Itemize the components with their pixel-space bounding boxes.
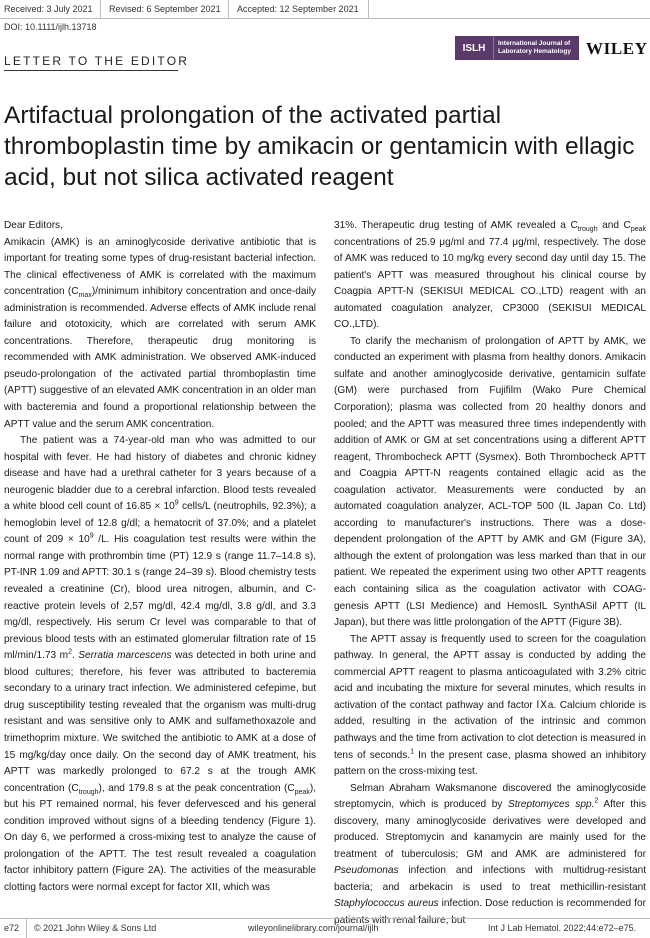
article-title: Artifactual prolongation of the activated partial thromboplastin time by amikacin or gentamicin with ellagic acid, but not silica activated reagent <box>4 102 635 191</box>
publisher-logo[interactable]: WILEY <box>586 39 648 58</box>
footer-bar <box>0 918 650 938</box>
paragraph: The APTT assay is frequently used to screen for the coagulation pathway. In general, the APTT assay is conducted by adding the commercial APTT reagent to plasma anticoagulated with 3.2% citric acid and incubating the mixture for several minutes, which results in activation of the contact pathway and factor ⅠⅩa. Calcium chloride is added, resulting in the activation of the intrinsic and common pathways and the time from activation to clot detection is measured in tens of seconds.$^1$ In the present case, plasma showed an inhibitory pattern on the cross-mixing test. <box>334 633 646 778</box>
copyright: © 2021 John Wiley & Sons Ltd <box>34 923 157 933</box>
journal-name-line: Laboratory Hematology <box>498 48 571 55</box>
revised-date: Revised: 6 September 2021 <box>109 4 221 14</box>
header-bar <box>0 0 650 19</box>
paragraph: 31%. Therapeutic drug testing of AMK revealed a $C_{trough}$ and $C_{peak}$ concentrations of 25.9 μg/ml and 77.4 μg/ml, respectively. The dose of AMK was reduced to 10 mg/kg every second day until day 15. The patient's APTT was measured throughout his clinical course by Coagpia APTT-N (SEKISUI MEDICAL CO.,LTD) reagent with an automated coagulation analyzer, CP3000 (SEKISUI MEDICAL CO.,LTD). <box>334 220 646 331</box>
header-divider <box>228 0 229 18</box>
right-column <box>334 218 646 930</box>
journal-name <box>494 40 571 56</box>
journal-logo[interactable] <box>455 36 579 60</box>
paragraph: Amikacin (AMK) is an aminoglycoside derivative antibiotic that is important for treating some types of drug-resistant bacterial infection. The clinical effectiveness of AMK is correlated with the maximum concentration $(C_{max})$/minimum inhibitory concentration and once-daily administration is recommended. Adverse effects of AMK include renal failure and ototoxicity, which are correlated with serum AMK concentrations. Therefore, therapeutic drug monitoring is recommended with AMK administration. We observed AMK-induced pseudo-prolongation of the activated partial thromboplastin time (APTT) suggestive of an elevated AMK concentration in an older man with bacteremia and found a proportional relationship between the APTT value and the serum AMK concentration. <box>4 236 317 430</box>
received-date: Received: 3 July 2021 <box>4 4 93 14</box>
islh-logo-icon: ISLH <box>455 36 494 60</box>
journal-url[interactable]: wileyonlinelibrary.com/journal/ijlh <box>248 923 379 933</box>
paragraph: The patient was a 74-year-old man who was admitted to our hospital with fever. He had history of diabetes and chronic kidney disease and have had a urethral catheter for 3 years because of a neurogenic bladder due to a cerebral infarction. Blood tests revealed a white blood cell count of $16.85 \times 10^9$ cells/L (neutrophils, 92.3%); a hemoglobin level of 12.8 g/dl; a hematocrit of 37.0%; and a platelet count of $209 \times 10^9$ /L. His coagulation test results were within the normal range with prothrombin time (PT) 12.9 s (range 11.7–14.8 s), PT-INR 1.09 and APTT: 30.1 s (range 24–39 s). Blood chemistry tests revealed a creatinine (Cr), blood urea nitrogen, albumin, and C-reactive protein levels of 2,57 mg/dl, 42.4 mg/dl, 3.8 g/dl, and 3.3 mg/dl, respectively. His serum Cr level was comparable to that of previous blood tests with an estimated glomerular filtration rate of 15 ml/min/1.73 $m^2$. Serratia marcescens was detected in both urine and blood cultures; therefore, his fever was attributed to bacteremia secondary to a urinary tract infection. We administered cefepime, but drug susceptibility testing revealed that the organism was multi-drug resistant and was sensitive only to AMK and sulfamethoxazole and trimethoprim mixture. We switched the antibiotic to AMK at a dose of 15 mg/kg/day once daily. On the second day of AMK treatment, his APTT was markedly prolonged to 67.2 s at the trough AMK concentration $(C_{trough})$, and 179.8 s at the peak concentration $(C_{peak})$, but his PT remained normal, his fever defervesced and his general condition improved without signs of a bleeding tendency (Figure 1). On day 6, we performed a cross-mixing test to analyze the cause of prolongation of the APTT. The test result revealed a coagulation factor inhibitory pattern (Figure 2A). The activities of the measurable clotting factors were normal except for factor XII, which was <box>4 435 317 893</box>
section-label: LETTER TO THE EDITOR <box>4 54 190 68</box>
journal-name-line: International Journal of <box>498 40 571 47</box>
citation: Int J Lab Hematol. 2022;44:e72–e75. <box>488 923 637 933</box>
header-divider <box>368 0 369 18</box>
accepted-date: Accepted: 12 September 2021 <box>237 4 359 14</box>
salutation: Dear Editors, <box>4 220 63 231</box>
section-rule <box>4 70 178 71</box>
left-column <box>4 218 316 896</box>
paragraph: Selman Abraham Waksmanone discovered the aminoglycoside streptomycin, which is produced by Streptomyces spp.$^2$ After this discovery, many aminoglycoside derivatives were developed and produced. Streptomycin and kanamycin are mainly used for the treatment of tuberculosis; GM and AMK are administered for Pseudomonas infection and infections with multidrug-resistant bacteria; and arbekacin is used to treat methicillin-resistant Staphylococcus aureus infection. Dose reduction is recommended for patients with renal failure, but <box>334 782 647 926</box>
footer-divider <box>26 919 27 938</box>
header-divider <box>100 0 101 18</box>
paragraph: To clarify the mechanism of prolongation of APTT by AMK, we conducted an experiment with plasma from healthy donors. Amikacin sulfate and another aminoglycoside derivative, gentamicin sulfate (GM) were purchased from Fujifilm (Wako Pure Chemical Corporation); plasma was collected from 20 healthy donors and pooled; and the APTT was measured three times independently with addition of AMK or GM at set concentrations using a different APTT reagent, Thrombocheck APTT (Sysmex). Both Thrombocheck APTT and Coagpia APTT-N reagents contained ellagic acid as the coagulation activator. Measurements were conducted by an automated coagulation analyzer, ACL-TOP 500 (IL Japan Co. Ltd) according to manufacturer's instructions. There was a dose-dependent prolongation of the APTT by AMK and GM (Figure 3A), although the extent of prolongation was less marked than that in our patient. We repeated the experiment using two other APTT reagents each containing silica as the coagulation activator with COAG-genesis APTT (LSI Medience) and HemosIL SynthASil APTT (IL Japan), but there was little prolongation of the APTT (Figure 3B). <box>334 335 646 629</box>
page-number: e72 <box>4 923 20 933</box>
doi[interactable]: DOI: 10.1111/ijlh.13718 <box>4 22 97 32</box>
